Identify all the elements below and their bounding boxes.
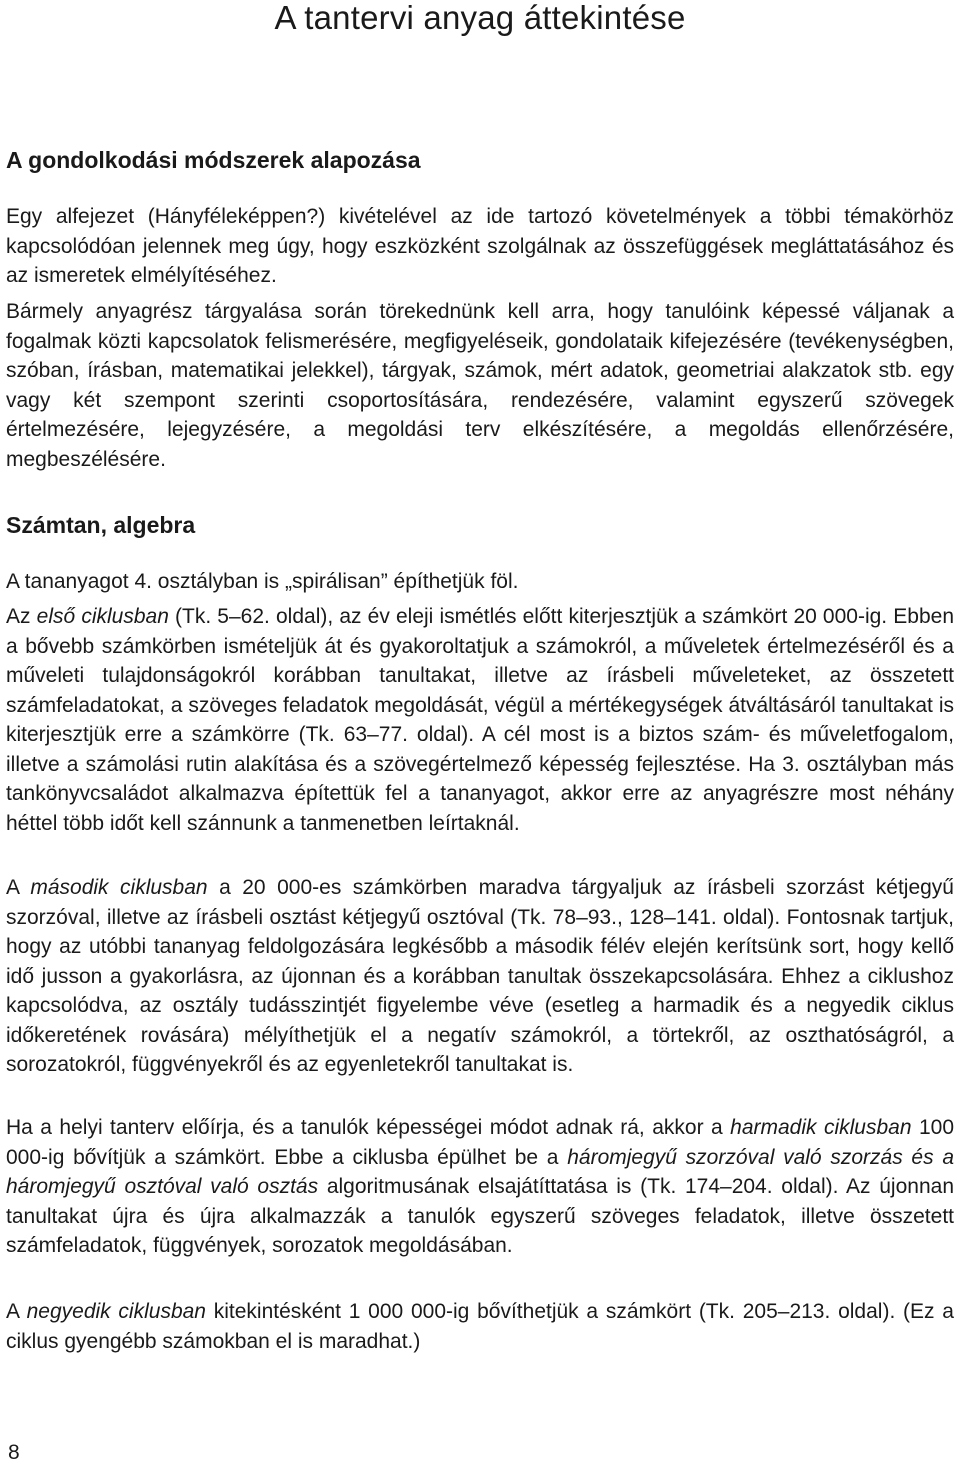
text-run: Az: [6, 605, 37, 628]
emphasis-three-digit: háromjegyű szorzóval való szorzás és a háromjegyű osztóval való osztás: [6, 1145, 954, 1198]
paragraph-first-cycle: [6, 602, 954, 838]
paragraph-fourth-cycle: [6, 1297, 954, 1356]
page-title: A tantervi anyag áttekintése: [274, 0, 686, 36]
text-run: A: [6, 876, 31, 899]
paragraph-spiral: [6, 567, 954, 597]
section-heading-thinking-methods: A gondolkodási módszerek alapozása: [6, 147, 421, 173]
paragraph-intro: [6, 202, 954, 291]
emphasis-second-cycle: második ciklusban: [30, 876, 208, 899]
text-run: kitekintésként 1 000 000-ig bővíthetjük a számkört (Tk. 205–213. oldal). (Ez a ciklus gyengébb számokban el is maradhat.): [6, 1300, 954, 1353]
page-number: 8: [8, 1441, 20, 1464]
emphasis-third-cycle: harmadik ciklusban: [730, 1116, 912, 1139]
text-run: a 20 000-es számkörben maradva tárgyaljuk az írásbeli szorzást kétjegyű szorzóval, illetve az írásbeli osztást kétjegyű osztóval (Tk. 78–93., 128–141. oldal). Fontosnak tartjuk, hogy az utóbbi tananyag feldolgozására legkésőbb a második félév elején kerítsünk sort, hogy kellő idő jusson a gyakorlásra, az újonnan és a korábban tanultak összekapcsolására. Ehhez a ciklushoz kapcsolódva, az osztály tudásszintjét figyelembe véve (esetleg a harmadik és a negyedik ciklus időkeretének rovására) mélyíthetjük el a negatív számokról, a törtekről, az oszthatóságról, a sorozatokról, függvényekről és az egyenletekről tanultakat is.: [6, 876, 954, 1076]
paragraph-second-cycle: [6, 873, 954, 1080]
emphasis-first-cycle: első ciklusban: [36, 605, 169, 628]
paragraph-skills: [6, 297, 954, 474]
paragraph-third-cycle: [6, 1113, 954, 1261]
text-run: Egy alfejezet (Hányféleképpen?) kivételével az ide tartozó követelmények a többi témakörhöz kapcsolódóan jelennek meg úgy, hogy eszközként szolgálnak az összefüggések megláttatásához és az ismeretek elmélyítéséhez.: [6, 205, 954, 287]
text-run: Ha a helyi tanterv előírja, és a tanulók képességei módot adnak rá, akkor a: [6, 1116, 731, 1139]
text-run: A: [6, 1300, 27, 1323]
text-run: A tananyagot 4. osztályban is „spirálisan” építhetjük föl.: [6, 570, 519, 593]
emphasis-fourth-cycle: negyedik ciklusban: [26, 1300, 206, 1323]
text-run: algoritmusának elsajátíttatása is (Tk. 174–204. oldal). Az újonnan tanultakat újra és újra alkalmazzák a tanulók egyszerű szöveges feladatok, illetve összetett számfeladatok, függvények, sorozatok megoldásában.: [6, 1175, 954, 1257]
text-run: (Tk. 5–62. oldal), az év eleji ismétlés előtt kiterjesztjük a számkört 20 000-ig. Ebben a bővebb számkörben ismételjük át és gyakoroltatjuk a számokról, a műveletek értelmezéséről és a műveleti tulajdonságokról korábban tanultakat, illetve az írásbeli műveleteket, az összetett számfeladatokat, a szöveges feladatok megoldását, végül a mértékegységek átváltásáról tanultakat is kiterjesztjük erre a számkörre (Tk. 63–77. oldal). A cél most is a biztos szám- és műveletfogalom, illetve a számolási rutin alakítása és a szövegértelmező képesség fejlesztése. Ha 3. osztályban más tankönyvcsaládot alkalmazva építettük fel a tananyagot, akkor erre az anyagrészre most néhány héttel több időt kell szánnunk a tanmenetben leírtaknál.: [6, 605, 955, 835]
text-run: Bármely anyagrész tárgyalása során törekednünk kell arra, hogy tanulóink képessé váljanak a fogalmak közti kapcsolatok felismerésére, megfigyeléseik, gondolataik kifejezésére (tevékenységben, szóban, írásban, matematikai jelekkel), tárgyak, számok, mért adatok, geometriai alakzatok stb. egy vagy két szempont szerinti csoportosítására, rendezésére, valamint egyszerű szövegek értelmezésére, lejegyzésére, a megoldási terv elkészítésére, a megoldás ellenőrzésére, megbeszélésére.: [6, 300, 954, 471]
text-run: 100 000-ig bővítjük a számkört. Ebbe a ciklusba épülhet be a: [6, 1116, 954, 1169]
section-heading-arithmetic-algebra: Számtan, algebra: [6, 512, 196, 538]
